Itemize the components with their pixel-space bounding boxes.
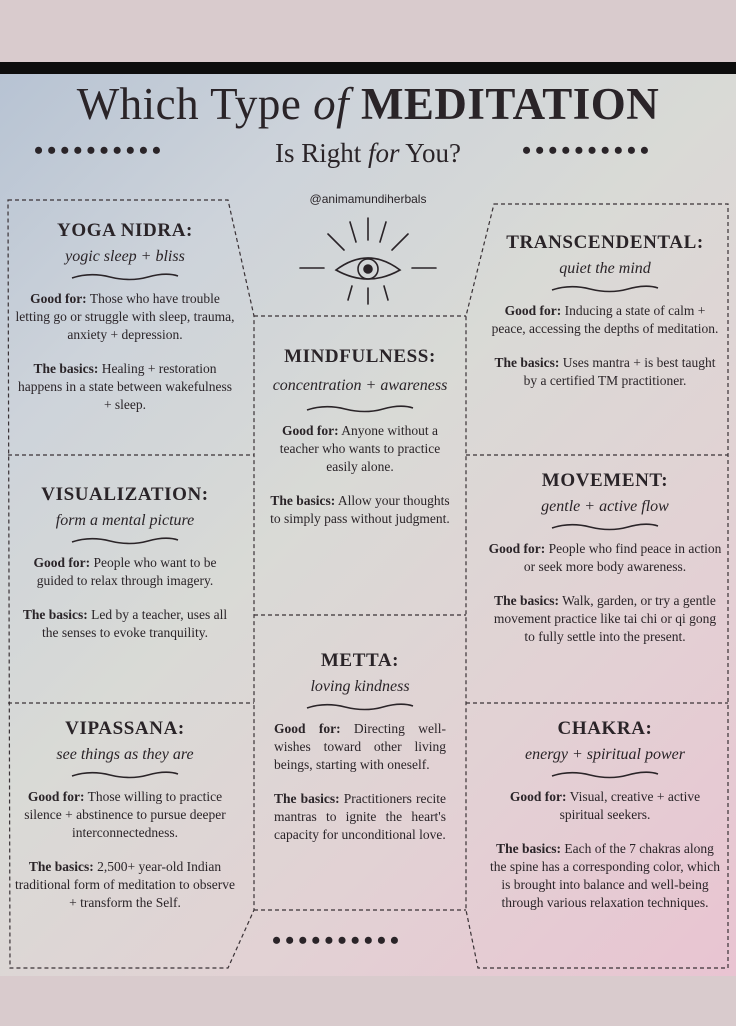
- good-for-text: [14, 788, 236, 842]
- panel-yoga-nidra: [14, 220, 236, 414]
- good-for-value: Inducing a state of calm + peace, accessing the depths of meditation.: [491, 303, 719, 336]
- good-for-value: Directing well-wishes toward other living beings, starting with oneself.: [274, 721, 446, 772]
- panel-title: METTA:: [320, 650, 400, 671]
- basics-text: [266, 492, 454, 528]
- panel-transcendental: [488, 232, 722, 390]
- panel-title: YOGA NIDRA:: [57, 220, 193, 241]
- dots-bottom: ••••••••••: [272, 926, 404, 955]
- squiggle-divider: [305, 702, 415, 712]
- title-italic: of: [313, 79, 350, 129]
- good-for-label: Good for:: [282, 423, 339, 438]
- panel-title: MINDFULNESS:: [284, 346, 436, 367]
- panel-subtitle: see things as they are: [56, 746, 194, 763]
- good-for-value: Anyone without a teacher who wants to practice easily alone.: [279, 423, 441, 474]
- squiggle-divider: [70, 536, 180, 546]
- panel-subtitle: quiet the mind: [559, 260, 651, 277]
- good-for-label: Good for:: [509, 789, 567, 804]
- dots-right: ••••••••••: [522, 136, 654, 165]
- basics-text: [274, 790, 446, 844]
- basics-value: Uses mantra + is best taught by a certified TM practitioner.: [523, 355, 716, 388]
- panel-metta: [274, 650, 446, 844]
- good-for-label: Good for:: [488, 541, 546, 556]
- good-for-label: Good for:: [504, 303, 562, 318]
- squiggle-divider: [70, 770, 180, 780]
- good-for-text: [488, 540, 722, 576]
- panel-subtitle: yogic sleep + bliss: [65, 248, 185, 265]
- panel-title: VIPASSANA:: [65, 718, 185, 739]
- instagram-handle: @animamundiherbals: [309, 192, 427, 206]
- basics-value: Practitioners recite mantras to ignite the heart's capacity for unconditional love.: [274, 791, 446, 842]
- basics-value: Healing + restoration happens in a state between wakefulness + sleep.: [17, 361, 233, 412]
- basics-label: The basics:: [494, 593, 560, 608]
- panel-title: CHAKRA:: [557, 718, 653, 739]
- good-for-value: Visual, creative + active spiritual seekers.: [559, 789, 701, 822]
- good-for-text: [14, 290, 236, 344]
- basics-text: [488, 592, 722, 646]
- panel-chakra: [488, 718, 722, 912]
- panel-vipassana: [14, 718, 236, 912]
- panel-subtitle: concentration + awareness: [272, 377, 448, 394]
- basics-value: Allow your thoughts to simply pass without judgment.: [270, 493, 450, 526]
- basics-text: [488, 840, 722, 912]
- good-for-text: [266, 422, 454, 476]
- good-for-text: [274, 720, 446, 774]
- good-for-value: Those who have trouble letting go or struggle with sleep, trauma, anxiety + depression.: [15, 291, 235, 342]
- squiggle-divider: [550, 770, 660, 780]
- basics-label: The basics:: [496, 841, 561, 856]
- panel-subtitle: gentle + active flow: [541, 498, 669, 515]
- subtitle-italic: for: [367, 138, 400, 168]
- good-for-text: [488, 302, 722, 338]
- basics-value: Walk, garden, or try a gentle movement practice like tai chi or qi gong to fully settle into the present.: [493, 593, 717, 644]
- panel-title: VISUALIZATION:: [41, 484, 209, 505]
- basics-value: Each of the 7 chakras along the spine has a corresponding color, which is brought into balance and well-being through various relaxation techniques.: [489, 841, 721, 910]
- basics-text: [14, 606, 236, 642]
- good-for-value: People who find peace in action or seek more body awareness.: [523, 541, 722, 574]
- basics-label: The basics:: [494, 355, 560, 370]
- good-for-value: People who want to be guided to relax through imagery.: [36, 555, 217, 588]
- good-for-value: Those willing to practice silence + abstinence to pursue deeper interconnectedness.: [24, 789, 226, 840]
- good-for-label: Good for:: [27, 789, 85, 804]
- eye-icon: [298, 216, 438, 306]
- good-for-text: [488, 788, 722, 824]
- good-for-label: Good for:: [274, 721, 341, 736]
- subtitle-part1: Is Right: [274, 138, 368, 168]
- basics-text: [14, 858, 236, 912]
- panel-title: MOVEMENT:: [541, 470, 669, 491]
- basics-text: [488, 354, 722, 390]
- panel-subtitle: form a mental picture: [55, 512, 195, 529]
- panel-visualization: [14, 484, 236, 642]
- panel-subtitle: energy + spiritual power: [525, 746, 685, 763]
- panel-mindfulness: [266, 346, 454, 528]
- squiggle-divider: [305, 404, 415, 414]
- basics-label: The basics:: [28, 859, 94, 874]
- title-part1: Which Type: [76, 79, 314, 129]
- page-title: [0, 78, 736, 130]
- basics-value: Led by a teacher, uses all the senses to evoke tranquility.: [42, 607, 228, 640]
- basics-label: The basics:: [33, 361, 99, 376]
- panel-movement: [488, 470, 722, 646]
- panel-subtitle: loving kindness: [310, 678, 410, 695]
- squiggle-divider: [70, 272, 180, 282]
- dots-left: ••••••••••: [34, 136, 166, 165]
- good-for-label: Good for:: [33, 555, 91, 570]
- good-for-text: [14, 554, 236, 590]
- panel-title: TRANSCENDENTAL:: [506, 232, 704, 253]
- basics-label: The basics:: [274, 791, 340, 806]
- title-bold: MEDITATION: [360, 79, 660, 129]
- basics-text: [14, 360, 236, 414]
- basics-value: 2,500+ year-old Indian traditional form of meditation to observe + transform the Self.: [14, 859, 236, 910]
- basics-label: The basics:: [22, 607, 88, 622]
- subtitle-part2: You?: [399, 138, 462, 168]
- squiggle-divider: [550, 284, 660, 294]
- squiggle-divider: [550, 522, 660, 532]
- basics-label: The basics:: [270, 493, 336, 508]
- good-for-label: Good for:: [30, 291, 87, 306]
